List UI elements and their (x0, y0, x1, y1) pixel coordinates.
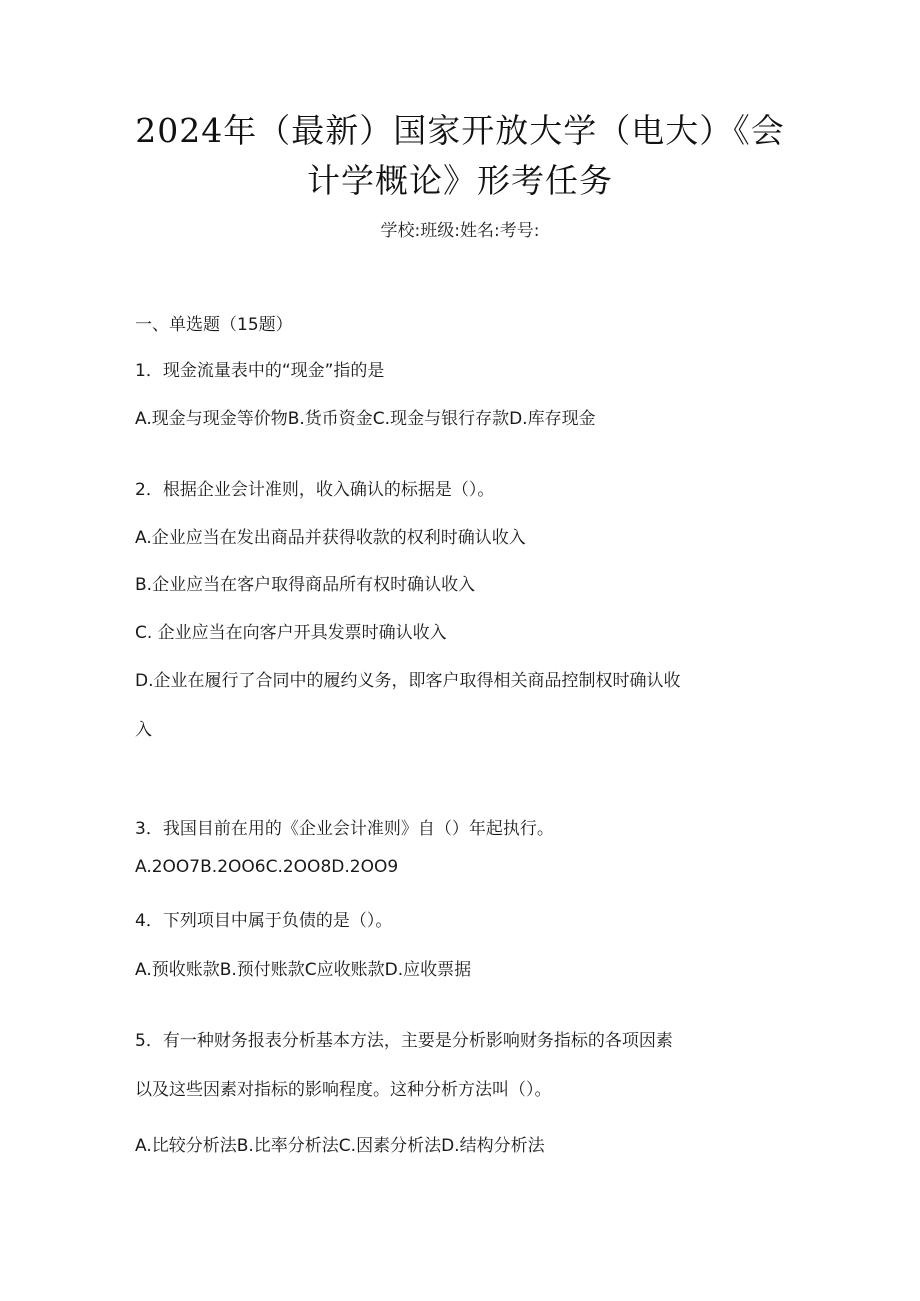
document-title-line-1: 2024年（最新）国家开放大学（电大）《会 (135, 111, 785, 150)
question-2-stem: 2．根据企业会计准则，收入确认的标据是（）。 (135, 480, 495, 500)
student-info-line: 学校:班级:姓名:考号: (380, 221, 540, 241)
question-5-stem-line-1: 5．有一种财务报表分析基本方法，主要是分析影响财务指标的各项因素 (135, 1031, 673, 1051)
question-2-option-d-line-2: 入 (135, 720, 152, 740)
question-5-options: A.比较分析法B.比率分析法C.因素分析法D.结构分析法 (135, 1136, 545, 1156)
question-3-options: A.2OO7B.2OO6C.2OO8D.2OO9 (135, 857, 399, 877)
question-4-options: A.预收账款B.预付账款C应收账款D.应收票据 (135, 960, 472, 980)
question-3-stem: 3．我国目前在用的《企业会计准则》自（）年起执行。 (135, 819, 554, 839)
question-2-option-a: A.企业应当在发出商品并获得收款的权利时确认收入 (135, 528, 526, 548)
question-2-option-b: B.企业应当在客户取得商品所有权时确认收入 (135, 575, 476, 595)
section-heading: 一、单选题（15题） (135, 315, 293, 335)
document-title-line-2: 计学概论》形考任务 (307, 161, 613, 200)
question-1-stem: 1．现金流量表中的“现金”指的是 (135, 361, 385, 381)
question-2-option-c: C. 企业应当在向客户开具发票时确认收入 (135, 623, 447, 643)
question-5-stem-line-2: 以及这些因素对指标的影响程度。这种分析方法叫（）。 (135, 1080, 552, 1100)
question-2-option-d-line-1: D.企业在履行了合同中的履约义务，即客户取得相关商品控制权时确认收 (135, 671, 681, 691)
question-1-options: A.现金与现金等价物B.货币资金C.现金与银行存款D.库存现金 (135, 409, 596, 429)
question-4-stem: 4．下列项目中属于负债的是（）。 (135, 911, 393, 931)
